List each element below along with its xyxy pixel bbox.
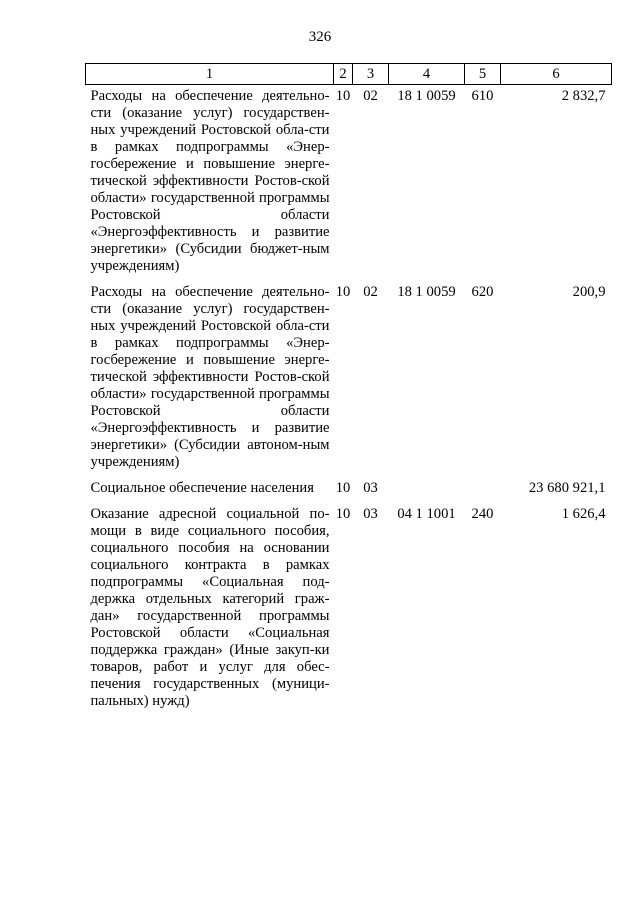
- column-header-4: 4: [389, 64, 465, 85]
- row-description: Расходы на обеспечение деятельно-сти (оказание услуг) государствен-ных учреждений Ростовской обла-сти в рамках подпрограммы «Энер-госбережение и повышение энерге-тической эффективности Ростов-ской области» государственной программы Ростовской области «Энергоэффективность и развитие энергетики» (Субсидии бюджет-ным учреждениям): [90, 88, 330, 274]
- column-header-3: 3: [353, 64, 389, 85]
- column-header-2: 2: [334, 64, 353, 85]
- column-header-1: 1: [86, 64, 334, 85]
- row-subsection: 03: [363, 480, 378, 496]
- column-header-5: 5: [465, 64, 501, 85]
- row-target: [389, 478, 465, 504]
- row-section: 10: [335, 480, 351, 496]
- column-header-6: 6: [501, 64, 612, 85]
- row-subsection: 02: [363, 88, 378, 104]
- row-expense-type: 240: [471, 506, 494, 522]
- row-target: 18 1 0059: [397, 88, 456, 104]
- row-subsection: 02: [363, 284, 378, 300]
- row-amount: 200,9: [572, 284, 606, 300]
- row-section: 10: [335, 88, 351, 104]
- table-row: [86, 282, 612, 478]
- table-row: [86, 85, 612, 283]
- row-amount: 23 680 921,1: [528, 480, 606, 496]
- row-expense-type: 610: [471, 88, 494, 104]
- row-subsection: 03: [363, 506, 378, 522]
- page-number: 326: [308, 29, 332, 45]
- row-section: 10: [335, 284, 351, 300]
- row-expense-type: 620: [471, 284, 494, 300]
- row-description: Расходы на обеспечение деятельно-сти (оказание услуг) государствен-ных учреждений Ростовской обла-сти в рамках подпрограммы «Энер-госбережение и повышение энерге-тической эффективности Ростов-ской области» государственной программы Ростовской области «Энергоэффективность и развитие энергетики» (Субсидии автоном-ным учреждениям): [90, 284, 330, 470]
- row-target: 04 1 1001: [397, 506, 456, 522]
- row-expense-type: [465, 478, 501, 504]
- header-row: [86, 64, 612, 85]
- row-section: 10: [335, 506, 351, 522]
- row-description: Социальное обеспечение населения: [90, 480, 314, 496]
- row-amount: 2 832,7: [561, 88, 606, 104]
- row-description: Оказание адресной социальной по-мощи в виде социального пособия, социального пособия на основании социального контракта в рамках подпрограммы «Социальная под-держка отдельных категорий граж-дан» государственной программы Ростовской области «Социальная поддержка граждан» (Иные закуп-ки товаров, работ и услуг для обес-печения государственных (муници-пальных) нужд): [90, 506, 330, 709]
- row-target: 18 1 0059: [397, 284, 456, 300]
- budget-table: [85, 63, 612, 717]
- table-row: [86, 478, 612, 504]
- row-amount: 1 626,4: [561, 506, 606, 522]
- table-row: [86, 504, 612, 717]
